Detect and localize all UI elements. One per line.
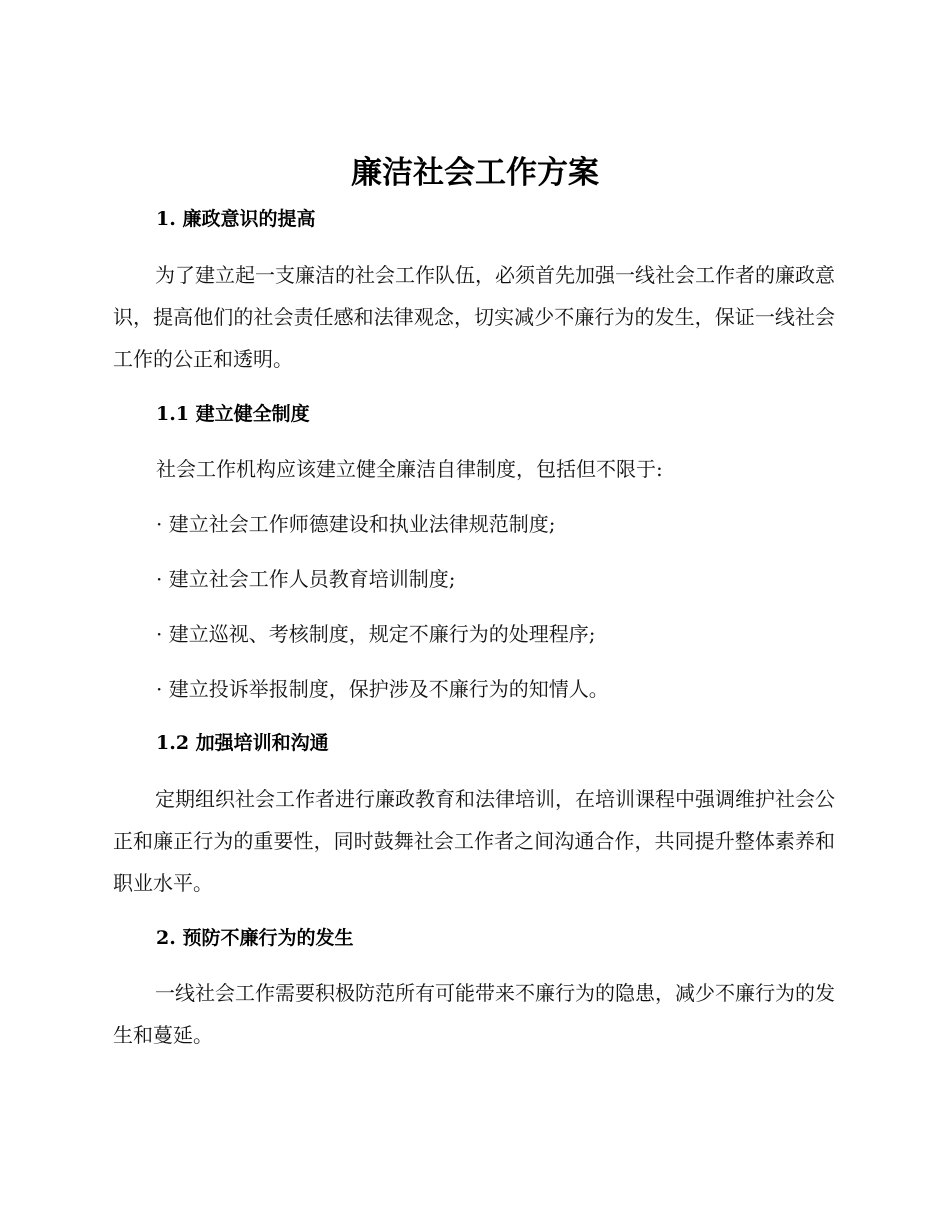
- list-item: · 建立巡视、考核制度，规定不廉行为的处理程序;: [156, 622, 596, 646]
- subsection-heading: 1.1 建立健全制度: [156, 403, 310, 425]
- section-paragraph: 一线社会工作需要积极防范所有可能带来不廉行为的隐患，减少不廉行为的发生和蔓延。: [113, 981, 835, 1047]
- section-heading: 2. 预防不廉行为的发生: [156, 927, 354, 949]
- list-item: · 建立社会工作人员教育培训制度;: [156, 567, 456, 591]
- list-item: · 建立社会工作师德建设和执业法律规范制度;: [156, 512, 556, 536]
- section-heading: 1. 廉政意识的提高: [156, 208, 316, 230]
- document-title: 廉洁社会工作方案: [351, 155, 599, 191]
- list-item: · 建立投诉举报制度，保护涉及不廉行为的知情人。: [156, 677, 609, 701]
- subsection-heading: 1.2 加强培训和沟通: [156, 732, 329, 754]
- section-paragraph: 为了建立起一支廉洁的社会工作队伍，必须首先加强一线社会工作者的廉政意识，提高他们的社会责任感和法律观念，切实减少不廉行为的发生，保证一线社会工作的公正和透明。: [113, 263, 835, 371]
- section-paragraph: 定期组织社会工作者进行廉政教育和法律培训，在培训课程中强调维护社会公正和廉正行为的重要性，同时鼓舞社会工作者之间沟通合作，共同提升整体素养和职业水平。: [113, 787, 835, 895]
- subsection-intro: 社会工作机构应该建立健全廉洁自律制度，包括但不限于:: [156, 457, 663, 481]
